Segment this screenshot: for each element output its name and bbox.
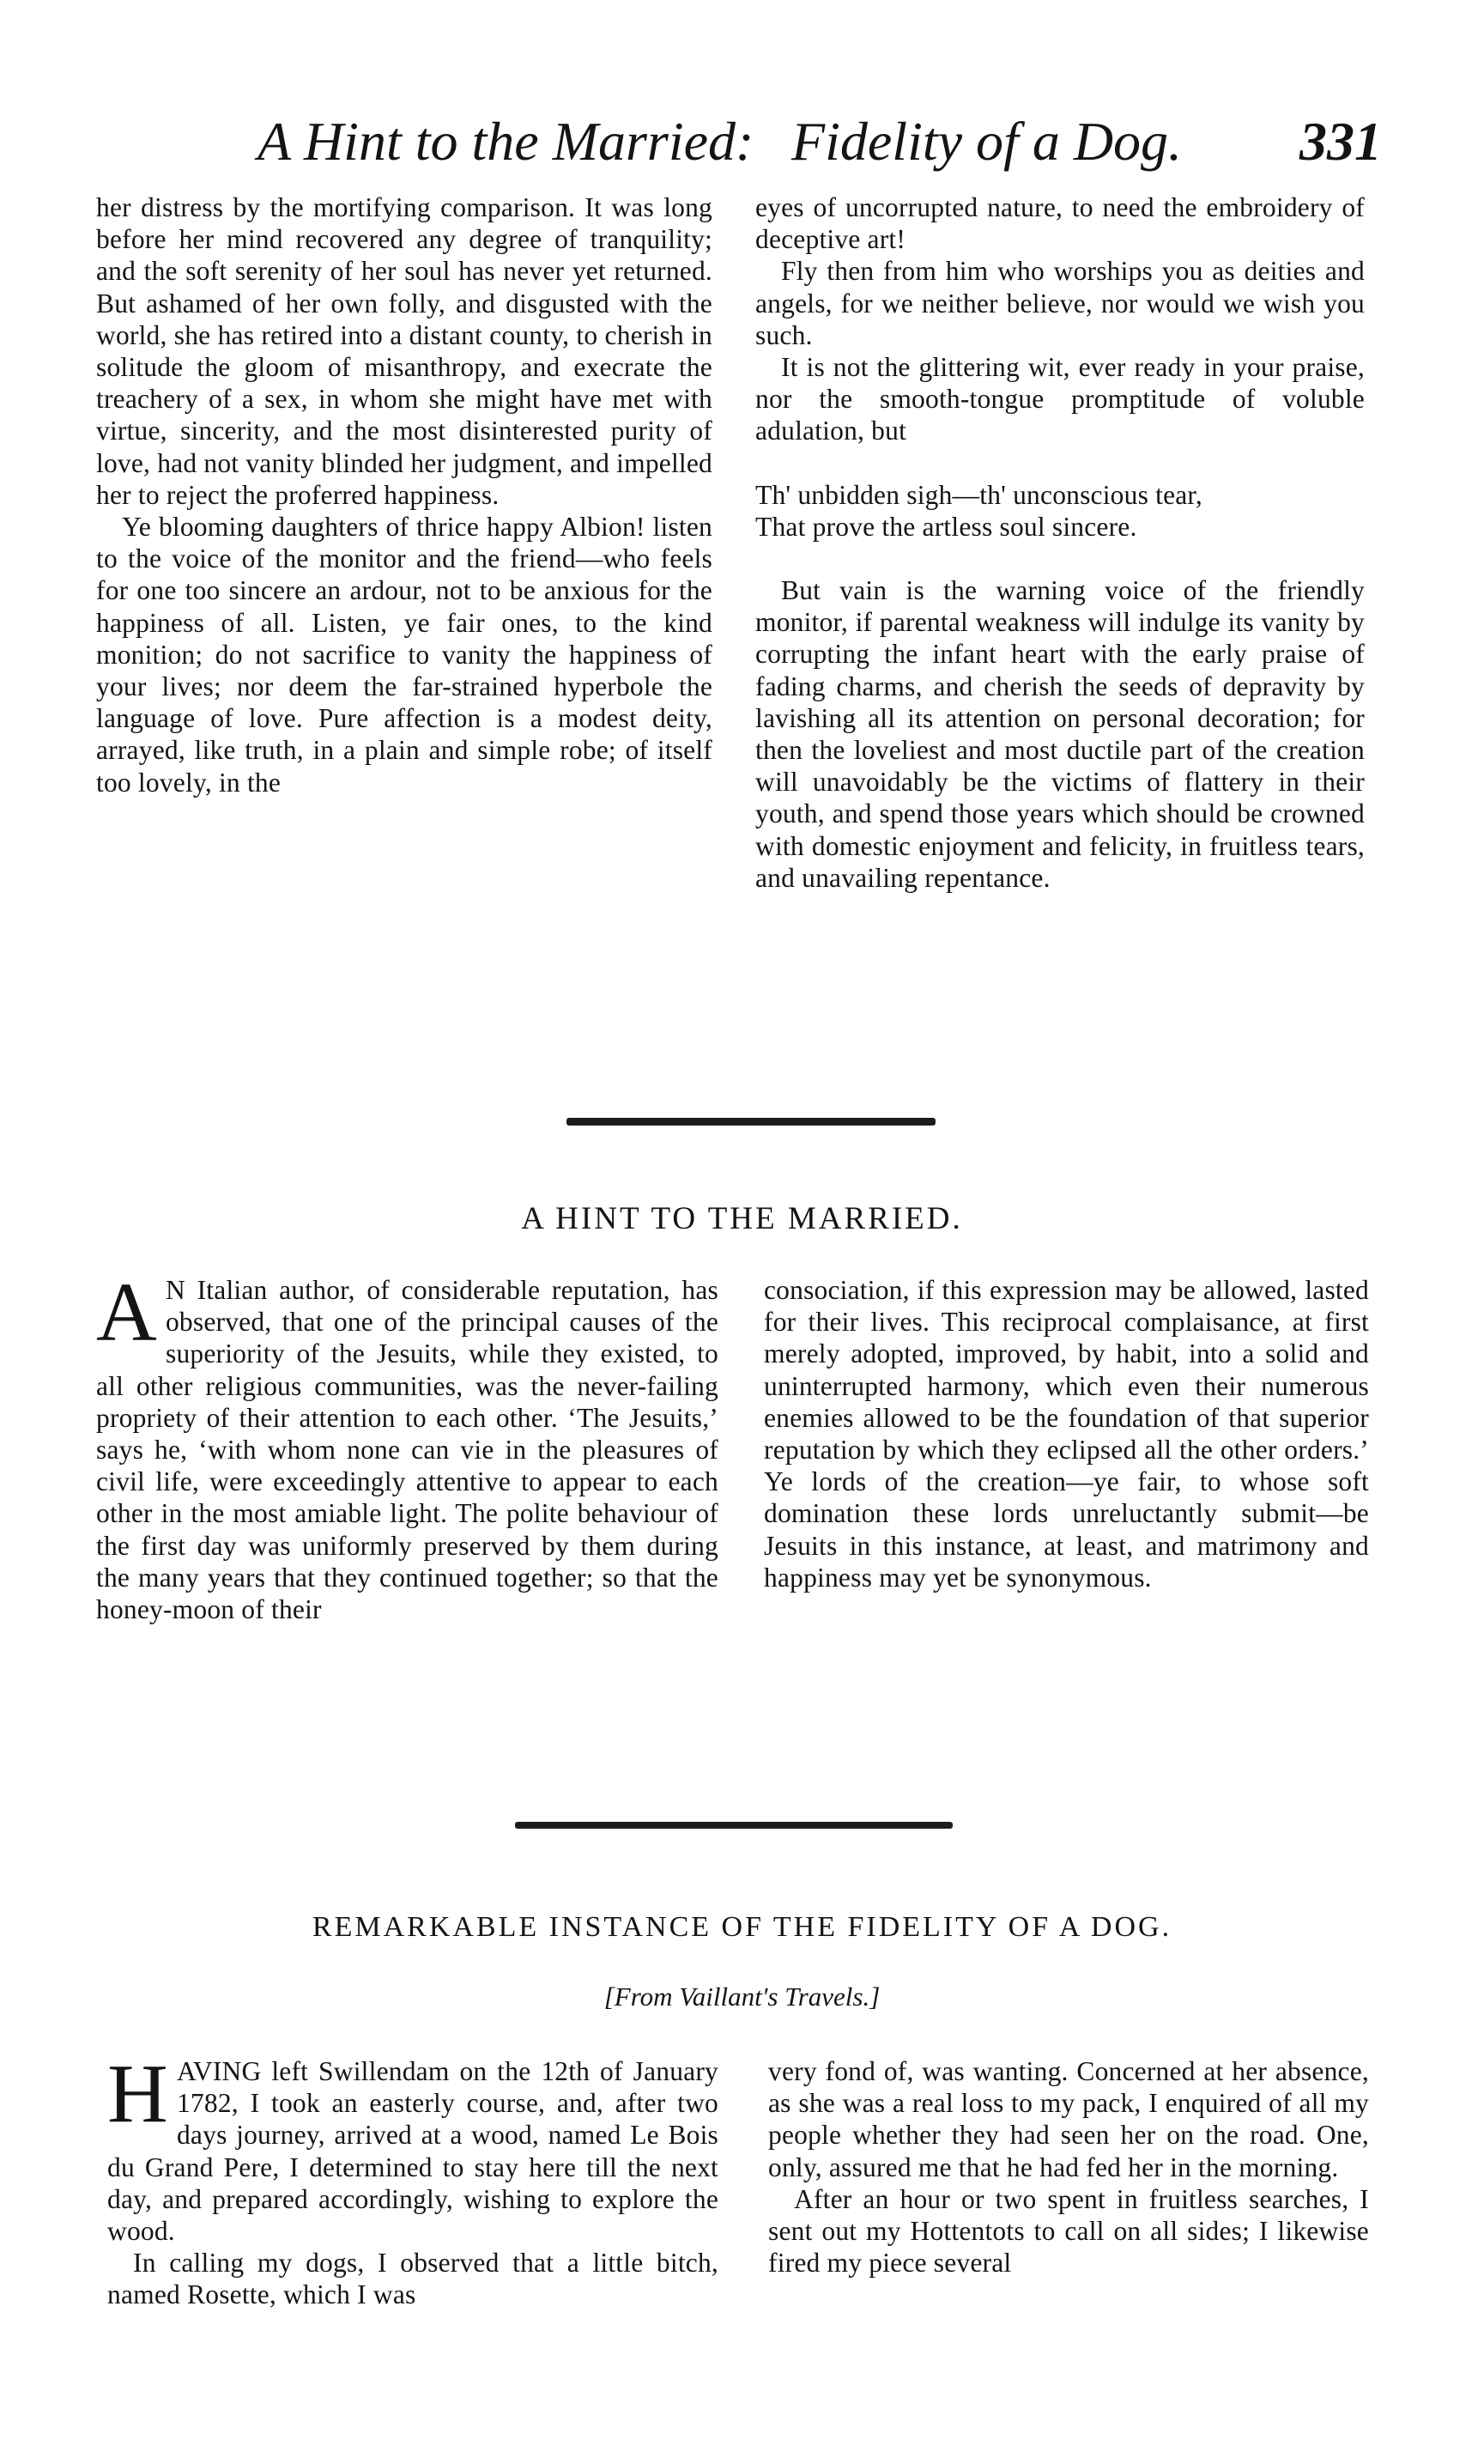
header-right-title: Fidelity of a Dog. xyxy=(791,111,1183,172)
dog-left-body: AVING left Swillendam on the 12th of January 1782, I took an easterly course, and, after two days journey, arrived at a wood, named Le Bois du Grand Pere, I determined to stay here till the next day, and prepared accordingly, wishing to explore the wood. xyxy=(107,2056,718,2247)
dog-section-title: REMARKABLE INSTANCE OF THE FIDELITY OF A DOG. xyxy=(312,1911,1172,1943)
married-right-column xyxy=(764,1274,1369,1593)
drop-cap: A xyxy=(96,1266,157,1359)
verse-line: Th' unbidden sigh—th' unconscious tear, xyxy=(755,479,1202,510)
married-left-text xyxy=(96,1266,718,1625)
header-left-title: A Hint to the Married: xyxy=(257,111,754,172)
dog-left-column xyxy=(107,2048,718,2311)
top-right-paragraph-4: But vain is the warning voice of the friendly monitor, if parental weakness will indulge its vanity by corrupting the infant heart with the early praise of fading charms, and cherish the seeds of depravity by lavishing all its attention on personal decoration; for then the loveliest and most ductile part of the creation will unavoidably be the victims of flattery in their youth, and spend those years which should be crowned with domestic enjoyment and felicity, in fruitless tears, and unavailing repentance. xyxy=(755,575,1365,893)
married-left-body: N Italian author, of considerable reputation, has observed, that one of the principal causes of the superiority of the Jesuits, while they existed, to all other religious communities, was the never-failing propriety of their attention to each other. ‘The Jesuits,’ says he, ‘with whom none can vie in the pleasures of civil life, were exceedingly attentive to appear to each other in the most amiable light. The polite behaviour of the first day was uniformly preserved by them during the many years that they continued together; so that the honey-moon of their xyxy=(96,1275,718,1625)
top-right-paragraph-1: eyes of uncorrupted nature, to need the embroidery of deceptive art! xyxy=(755,192,1365,255)
dog-section-subtitle: [From Vaillant's Travels.] xyxy=(603,1982,881,2012)
section-divider xyxy=(566,1118,936,1126)
dog-left-paragraph-2: In calling my dogs, I observed that a little bitch, named Rosette, which I was xyxy=(107,2248,718,2310)
page-number: 331 xyxy=(1299,111,1382,172)
dog-right-column xyxy=(768,2055,1369,2279)
verse-line: That prove the artless soul sincere. xyxy=(755,511,1137,542)
married-section-title: A HINT TO THE MARRIED. xyxy=(521,1201,963,1236)
top-right-paragraph-2: Fly then from him who worships you as deities and angels, for we neither believe, nor would we wish you such. xyxy=(755,256,1365,350)
running-header xyxy=(257,110,1382,187)
section-divider xyxy=(515,1822,953,1829)
dog-right-paragraph-2: After an hour or two spent in fruitless searches, I sent out my Hottentots to call on all sides; I likewise fired my piece several xyxy=(768,2183,1369,2279)
top-left-paragraph-2: Ye blooming daughters of thrice happy Albion! listen to the voice of the monitor and the friend—who feels for one too sincere an ardour, not to be anxious for the happiness of all. Listen, ye fair ones, to the kind monition; do not sacrifice to vanity the happiness of your lives; nor deem the far-strained hyperbole the language of love. Pure affection is a modest deity, arrayed, like truth, in a plain and simple robe; of itself too lovely, in the xyxy=(96,512,712,798)
drop-cap: H xyxy=(107,2048,168,2140)
top-right-column xyxy=(755,191,1365,894)
dog-left-paragraph-1 xyxy=(107,2048,718,2247)
top-left-paragraph-1: her distress by the mortifying comparison. It was long before her mind recovered any degree of tranquility; and the soft serenity of her soul has never yet returned. But ashamed of her own folly, and disgusted with the world, she has retired into a distant county, to cherish in solitude the gloom of misanthropy, and execrate the treachery of a sex, in whom she might have met with virtue, sincerity, and the most disinterested purity of love, had not vanity blinded her judgment, and impelled her to reject the proferred happiness. xyxy=(96,192,712,510)
verse-quote xyxy=(755,479,1365,543)
dog-right-paragraph-1: very fond of, was wanting. Concerned at her absence, as she was a real loss to my pack, I enquired of all my people whether they had seen her on the road. One, only, assured me that he had fed her in the morning. xyxy=(768,2056,1369,2182)
married-right-text: consociation, if this expression may be allowed, lasted for their lives. This reciprocal complaisance, at first merely adopted, improved, by habit, into a solid and uninterrupted harmony, which even their numerous enemies allowed to be the foundation of that superior reputation by which they eclipsed all the other orders.’ Ye lords of the creation—ye fair, to whose soft domination these lords unreluctantly submit—be Jesuits in this instance, at least, and matrimony and happiness may yet be synonymous. xyxy=(764,1275,1369,1593)
married-left-column xyxy=(96,1266,718,1625)
top-right-paragraph-3: It is not the glittering wit, ever ready in your praise, nor the smooth-tongue promptitude of voluble adulation, but xyxy=(755,352,1365,446)
top-left-column xyxy=(96,191,712,798)
